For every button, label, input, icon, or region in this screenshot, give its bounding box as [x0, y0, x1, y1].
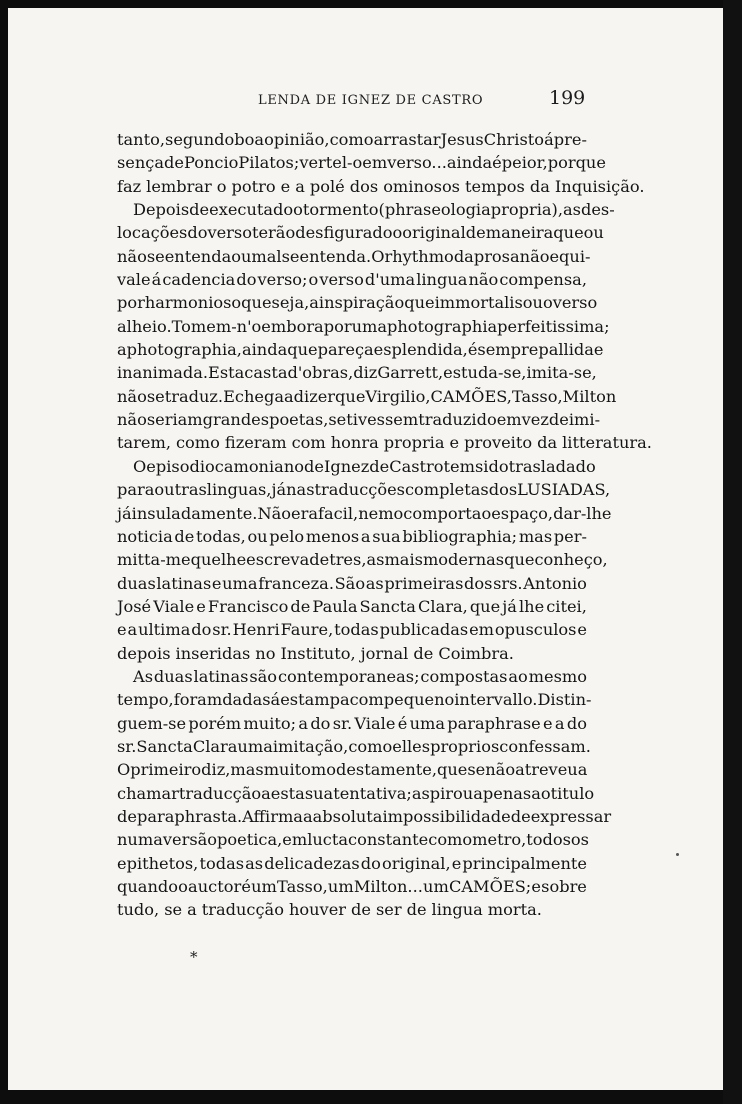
text-line: não seriam grandes poetas, se tivessem traduzido em vez de imi-: [117, 410, 601, 430]
text-line: José Viale e Francisco de Paula Sancta Clara, que já lhe citei,: [117, 596, 587, 616]
text-line: vale á cadencia do verso; o verso d'uma lingua não compensa,: [117, 270, 587, 290]
text-line: locações do verso terão desfigurado o original de maneira que ou: [117, 223, 604, 243]
text-line: de paraphrasta. Affirma a absoluta impossibilidade de expressar: [117, 806, 612, 826]
text-line: O episodio camoniano de Ignez de Castro tem sido trasladado: [133, 456, 596, 476]
text-line: depois inseridas no Instituto, jornal de Coimbra.: [117, 643, 514, 663]
text-line: sença de Poncio Pilatos; vertel-o em verso... ainda é peior, porque: [117, 153, 606, 173]
text-line: e a ultima do sr. Henri Faure, todas publicadas em opusculos e: [117, 620, 587, 640]
printer-mark: *: [190, 948, 198, 966]
text-line: não se entenda ou mal se entenda. O rhythmo da prosa não equi-: [117, 246, 591, 266]
scan-border: [723, 0, 742, 1104]
text-line: O primeiro diz, mas muito modestamente, que se não atreveu a: [117, 760, 588, 780]
text-line: mitta-me que lhe escreva de tres, as mais modernas que conheço,: [117, 550, 608, 570]
text-line: Depois de executado o tormento (phraseologia propria), as des-: [133, 200, 615, 220]
body-text: [117, 128, 652, 922]
text-line: tarem, como fizeram com honra propria e proveito da litteratura.: [117, 433, 652, 453]
page-number: 199: [549, 87, 586, 109]
running-head: LENDA DE IGNEZ DE CASTRO: [258, 93, 484, 108]
text-line: tanto, segundo boa opinião, como arrastar Jesus Christo á pre-: [117, 130, 587, 149]
text-line: já insuladamente. Não era facil, nem o comporta o espaço, dar-lhe: [117, 503, 612, 523]
text-line: epithetos, todas as delicadezas do original, e principalmente: [117, 853, 587, 873]
text-line: faz lembrar o potro e a polé dos ominosos tempos da Inquisição.: [117, 176, 645, 196]
text-line: por harmonioso que seja, a inspiração que immortalisou o verso: [117, 293, 598, 313]
text-line: tudo, se a traducção houver de ser de lingua morta.: [117, 900, 542, 920]
text-line: guem-se porém muito; a do sr. Viale é uma paraphrase e a do: [117, 713, 587, 733]
text-line: a photographia, ainda que pareça esplendida, é sempre pallida e: [117, 340, 604, 360]
text-line: noticia de todas, ou pelo menos a sua bibliographia; mas per-: [117, 526, 587, 546]
text-line: sr. Sancta Clara uma imitação, como elles proprios confessam.: [117, 736, 591, 756]
text-line: para outras linguas, já nas traducções completas dos LUSIADAS,: [117, 480, 611, 500]
text-line: tempo, foram dadas á estampa com pequeno intervallo. Distin-: [117, 690, 592, 710]
text-line: duas latinas e uma franceza. São as primeiras dos srs. Antonio: [117, 573, 587, 593]
text-line: alheio. Tomem-n'o embora por uma photographia perfeitissima;: [117, 316, 610, 336]
text-line: inanimada. Esta casta d'obras, diz Garrett, estuda-se, imita-se,: [117, 363, 597, 383]
page-header: [0, 88, 742, 114]
text-line: chamar traducção a esta sua tentativa; aspirou apenas ao titulo: [117, 783, 595, 803]
text-line: As duas latinas são contemporaneas; compostas ao mesmo: [133, 666, 587, 686]
paper-speck: [676, 853, 679, 856]
text-line: quando o auctor é um Tasso, um Milton... um CAMÕES; e sobre: [117, 877, 587, 896]
text-line: não se traduz. E chega a dizer que Virgilio, CAMÕES, Tasso, Milton: [117, 386, 617, 406]
text-line: numa versão poetica, em lucta constante com o metro, todos os: [117, 830, 589, 850]
